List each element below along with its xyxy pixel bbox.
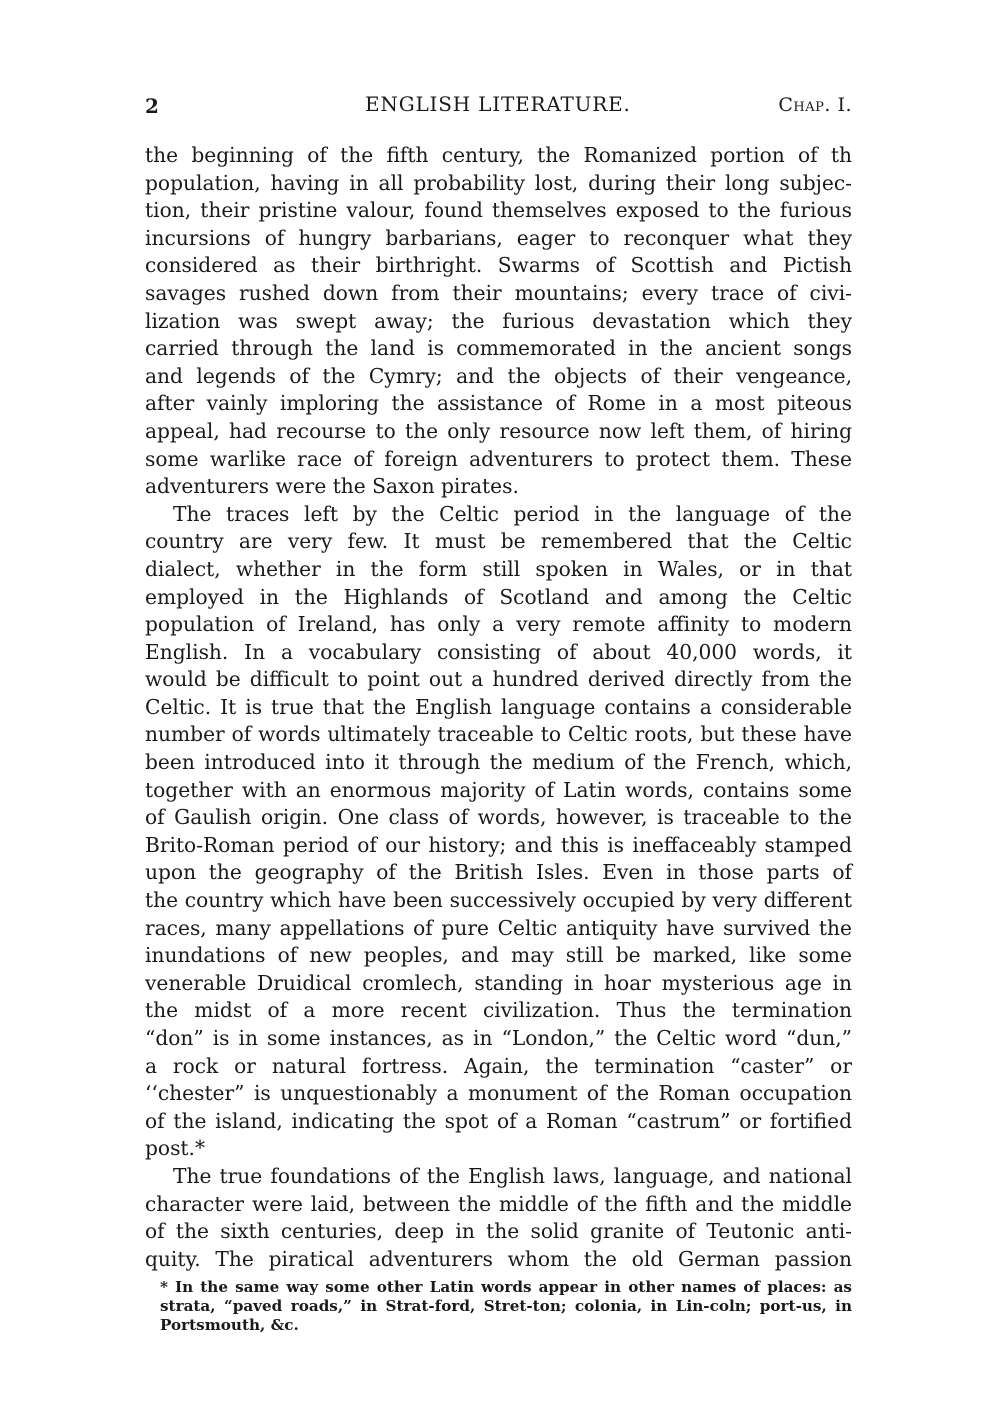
footnote-line: * In the same way some other Latin words appear in other names of places: as (160, 1278, 852, 1296)
text-line: population, having in all probability lost, during their long subjec- (145, 170, 852, 195)
text-line: number of words ultimately traceable to Celtic roots, but these have (145, 722, 852, 747)
text-line: Brito-Roman period of our history; and this is ineffaceably stamped (145, 832, 852, 857)
running-title: ENGLISH LITERATURE. (365, 92, 631, 116)
text-line: the beginning of the fifth century, the Romanized portion of th (145, 143, 852, 167)
text-line: post.* (145, 1136, 206, 1161)
running-header (145, 92, 852, 124)
footnote-line: Portsmouth, &c. (160, 1316, 299, 1334)
text-line: the midst of a more recent civilization. Thus the termination (145, 998, 852, 1023)
text-line: races, many appellations of pure Celtic antiquity have survived the (145, 915, 852, 940)
footnote (160, 1278, 852, 1335)
text-line: character were laid, between the middle of the fifth and the middle (145, 1191, 852, 1216)
text-line: population of Ireland, has only a very remote affinity to modern (145, 612, 852, 637)
text-line: adventurers were the Saxon pirates. (145, 474, 519, 499)
text-line: would be difficult to point out a hundred derived directly from the (145, 667, 852, 692)
body-text (145, 142, 852, 1273)
text-line: The true foundations of the English laws, language, and national (173, 1163, 852, 1188)
text-line: “don” is in some instances, as in “London,” the Celtic word “dun,” (145, 1026, 852, 1050)
text-line: a rock or natural fortress. Again, the termination “caster” or (145, 1053, 852, 1078)
page-number: 2 (145, 94, 160, 118)
text-line: venerable Druidical cromlech, standing in hoar mysterious age in (145, 970, 852, 995)
text-line: country are very few. It must be remembered that the Celtic (145, 529, 852, 554)
text-line: tion, their pristine valour, found themselves exposed to the furious (145, 198, 852, 223)
text-line: incursions of hungry barbarians, eager to reconquer what they (145, 225, 852, 250)
text-line: been introduced into it through the medium of the French, which, (145, 750, 852, 775)
text-line: after vainly imploring the assistance of Rome in a most piteous (145, 391, 852, 416)
text-line: some warlike race of foreign adventurers to protect them. These (145, 446, 852, 471)
text-line: Celtic. It is true that the English language contains a considerable (145, 694, 852, 719)
text-line: upon the geography of the British Isles. Even in those parts of (145, 860, 852, 885)
text-line: inundations of new peoples, and may still be marked, like some (145, 943, 852, 968)
text-line: ‘‘chester” is unquestionably a monument of the Roman occupation (145, 1081, 852, 1106)
text-line: of Gaulish origin. One class of words, however, is traceable to the (145, 805, 852, 830)
chapter-label: Chap. I. (778, 94, 852, 116)
text-line: the country which have been successively occupied by very different (145, 888, 852, 913)
text-line: of the island, indicating the spot of a Roman “castrum” or fortified (145, 1108, 852, 1133)
text-line: employed in the Highlands of Scotland and among the Celtic (145, 584, 852, 609)
text-line: lization was swept away; the furious devastation which they (145, 308, 852, 333)
text-line: and legends of the Cymry; and the objects of their vengeance, (145, 363, 852, 388)
text-line: together with an enormous majority of Latin words, contains some (145, 777, 852, 802)
paragraph-3 (145, 1163, 852, 1273)
paragraph-1 (145, 142, 852, 501)
text-line: The traces left by the Celtic period in the language of the (173, 501, 852, 526)
text-line: carried through the land is commemorated in the ancient songs (145, 336, 852, 361)
text-line: of the sixth centuries, deep in the solid granite of Teutonic anti- (145, 1219, 852, 1244)
footnote-line: strata, “paved roads,” in Strat-ford, Stret-ton; colonia, in Lin-coln; port-us, in (160, 1297, 852, 1315)
text-line: English. In a vocabulary consisting of about 40,000 words, it (145, 639, 852, 664)
text-line: considered as their birthright. Swarms of Scottish and Pictish (145, 253, 852, 278)
text-line: dialect, whether in the form still spoken in Wales, or in that (145, 556, 852, 581)
text-line: appeal, had recourse to the only resource now left them, of hiring (145, 418, 852, 443)
text-line: quity. The piratical adventurers whom the old German passion (145, 1246, 852, 1271)
paragraph-2 (145, 501, 852, 1163)
text-line: savages rushed down from their mountains; every trace of civi- (145, 280, 852, 305)
